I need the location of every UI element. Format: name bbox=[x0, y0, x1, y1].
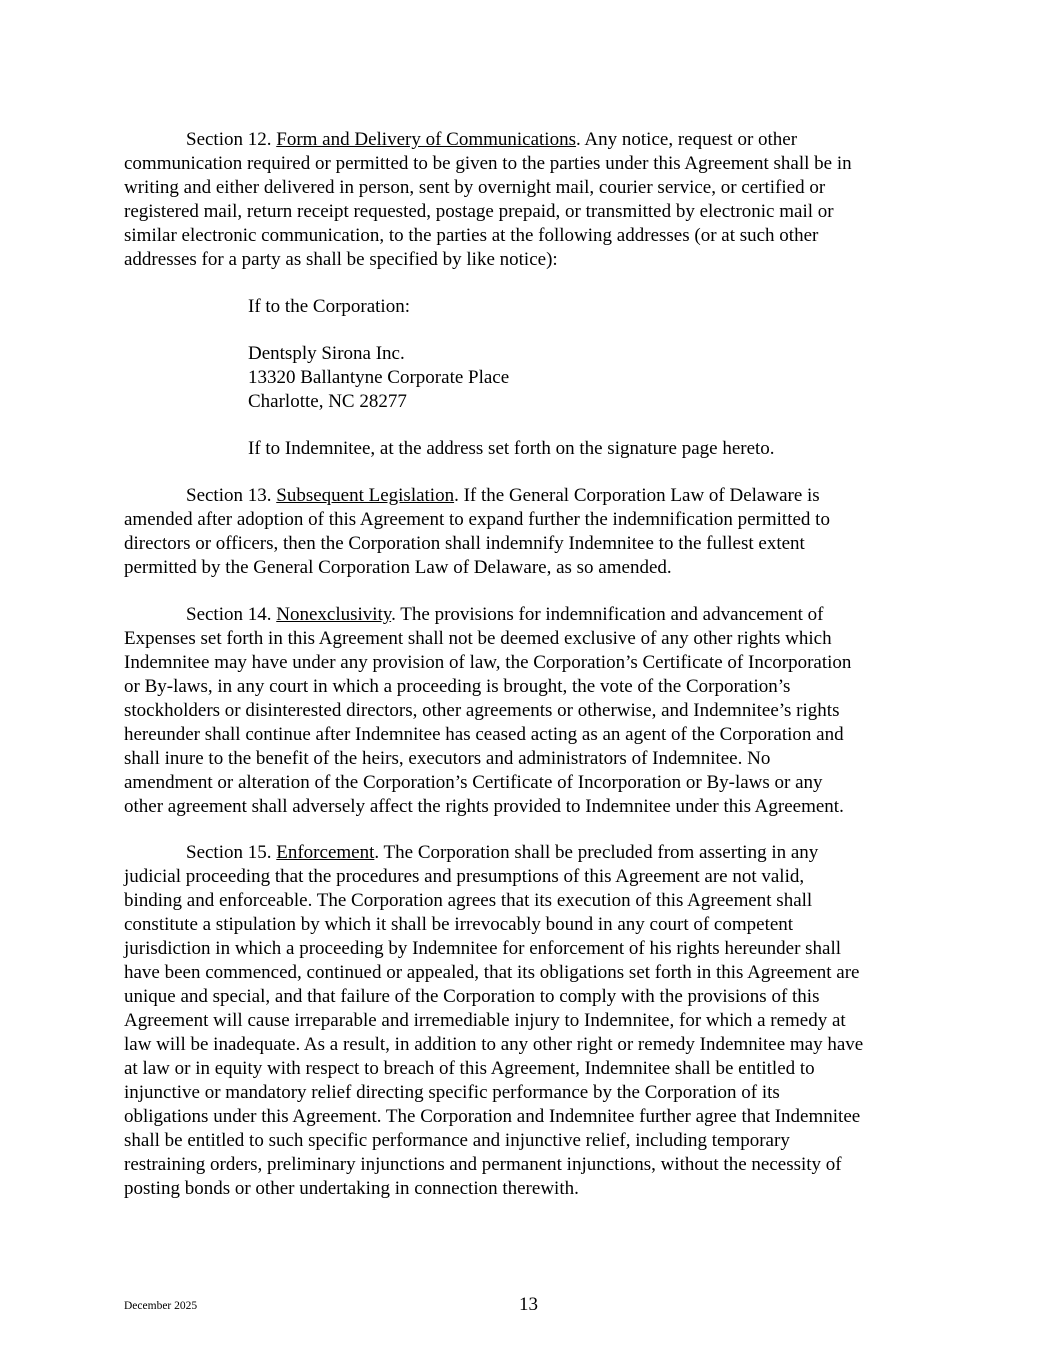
indemnitee-notice: If to Indemnitee, at the address set forth on the signature page hereto. bbox=[248, 438, 775, 459]
section-line: at law or in equity with respect to breach of this Agreement, Indemnitee shall be entitled to bbox=[124, 1058, 815, 1079]
section-line: binding and enforceable. The Corporation agrees that its execution of this Agreement shall bbox=[124, 890, 813, 911]
section-line: restraining orders, preliminary injunctions and permanent injunctions, without the necessity of bbox=[124, 1154, 842, 1175]
section-13 bbox=[124, 484, 944, 580]
section-label: Section 14. bbox=[186, 604, 277, 625]
corp-intro: If to the Corporation: bbox=[248, 296, 410, 317]
section-line: jurisdiction in which a proceeding by Indemnitee for enforcement of his rights hereunder shall bbox=[124, 938, 842, 959]
section-heading: Subsequent Legislation bbox=[276, 485, 455, 506]
section-line: unique and special, and that failure of the Corporation to comply with the provisions of this bbox=[124, 986, 820, 1007]
section-line: registered mail, return receipt requested, postage prepaid, or transmitted by electronic mail or bbox=[124, 201, 834, 222]
section-heading: Enforcement bbox=[276, 842, 375, 863]
section-14 bbox=[124, 603, 944, 819]
section-line: shall inure to the benefit of the heirs, executors and administrators of Indemnitee. No bbox=[124, 748, 771, 769]
address-line: Dentsply Sirona Inc. bbox=[248, 343, 405, 364]
section-text: . The provisions for indemnification and advancement of bbox=[391, 604, 824, 625]
section-first-line bbox=[124, 128, 944, 152]
section-heading: Form and Delivery of Communications bbox=[276, 129, 576, 150]
section-line: Indemnitee may have under any provision of law, the Corporation’s Certificate of Incorporation bbox=[124, 652, 852, 673]
section-line: amended after adoption of this Agreement to expand further the indemnification permitted to bbox=[124, 509, 830, 530]
section-line: addresses for a party as shall be specified by like notice): bbox=[124, 249, 558, 270]
section-heading: Nonexclusivity bbox=[276, 604, 392, 625]
section-first-line bbox=[124, 484, 944, 508]
section-line: permitted by the General Corporation Law of Delaware, as so amended. bbox=[124, 557, 672, 578]
section-line: Expenses set forth in this Agreement shall not be deemed exclusive of any other rights which bbox=[124, 628, 832, 649]
section-line: similar electronic communication, to the parties at the following addresses (or at such other bbox=[124, 225, 819, 246]
address-line: Charlotte, NC 28277 bbox=[248, 391, 407, 412]
section-first-line bbox=[124, 841, 944, 865]
page-number: 13 bbox=[519, 1294, 538, 1315]
section-line: posting bonds or other undertaking in connection therewith. bbox=[124, 1178, 579, 1199]
section-line: communication required or permitted to be given to the parties under this Agreement shall be in bbox=[124, 153, 852, 174]
section-label: Section 13. bbox=[186, 485, 277, 506]
section-line: stockholders or disinterested directors, other agreements or otherwise, and Indemnitee’s rights bbox=[124, 700, 840, 721]
section-line: obligations under this Agreement. The Corporation and Indemnitee further agree that Indemnitee bbox=[124, 1106, 861, 1127]
section-text: . Any notice, request or other bbox=[575, 129, 798, 150]
footer-date: December 2025 bbox=[124, 1300, 198, 1312]
section-line: injunctive or mandatory relief directing specific performance by the Corporation of its bbox=[124, 1082, 780, 1103]
section-label: Section 15. bbox=[186, 842, 277, 863]
section-line: or By-laws, in any court in which a proceeding is brought, the vote of the Corporation’s bbox=[124, 676, 791, 697]
section-label: Section 12. bbox=[186, 129, 277, 150]
section-text: . If the General Corporation Law of Delaware is bbox=[454, 485, 820, 506]
address-line: 13320 Ballantyne Corporate Place bbox=[248, 367, 510, 388]
section-line: Agreement will cause irreparable and irremediable injury to Indemnitee, for which a remedy at bbox=[124, 1010, 846, 1031]
section-text: . The Corporation shall be precluded from asserting in any bbox=[374, 842, 819, 863]
section-line: directors or officers, then the Corporation shall indemnify Indemnitee to the fullest extent bbox=[124, 533, 805, 554]
section-line: constitute a stipulation by which it shall be irrevocably bound in any court of competent bbox=[124, 914, 794, 935]
section-line: judicial proceeding that the procedures and presumptions of this Agreement are not valid, bbox=[124, 866, 805, 887]
section-line: writing and either delivered in person, sent by overnight mail, courier service, or certified or bbox=[124, 177, 826, 198]
section-line: other agreement shall adversely affect the rights provided to Indemnitee under this Agreement. bbox=[124, 796, 844, 817]
section-line: hereunder shall continue after Indemnitee has ceased acting as an agent of the Corporation and bbox=[124, 724, 844, 745]
section-line: law will be inadequate. As a result, in addition to any other right or remedy Indemnitee may have bbox=[124, 1034, 864, 1055]
section-first-line bbox=[124, 603, 944, 627]
section-line: shall be entitled to such specific performance and injunctive relief, including temporary bbox=[124, 1130, 790, 1151]
section-line: amendment or alteration of the Corporation’s Certificate of Incorporation or By-laws or any bbox=[124, 772, 823, 793]
section-line: have been commenced, continued or appealed, that its obligations set forth in this Agreement are bbox=[124, 962, 860, 983]
section-12 bbox=[124, 128, 944, 272]
section-15 bbox=[124, 841, 944, 1201]
corp-address bbox=[248, 342, 509, 414]
